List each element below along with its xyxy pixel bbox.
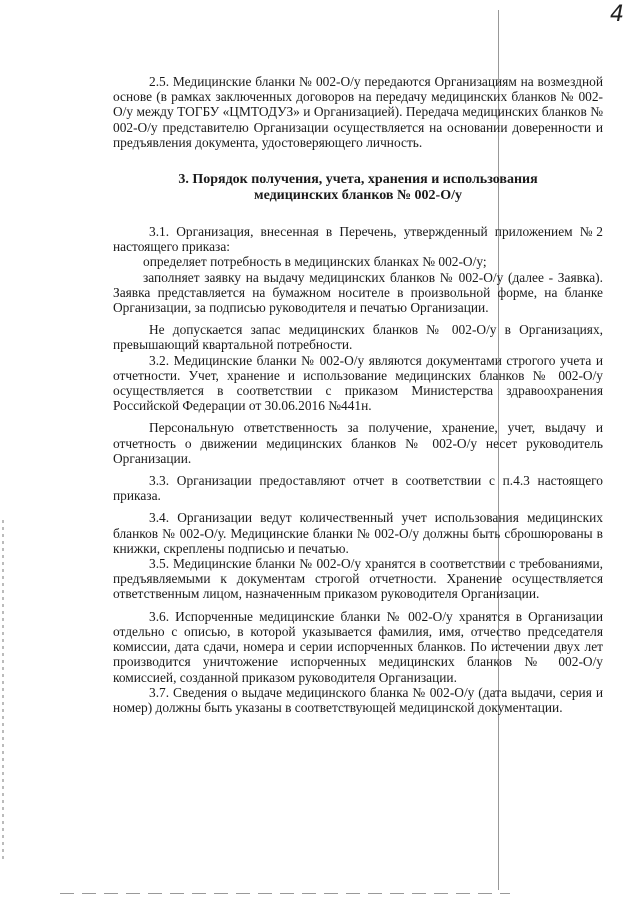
scan-edge-mark [2, 520, 4, 860]
page-number: 4 [610, 2, 624, 27]
paragraph-3-1-b: заполняет заявку на выдачу медицинских бланков № 002-О/у (далее - Заявка). Заявка представляется на бумажном носителе в произвольной форме, на бланке Организации, за подписью руководителя и печатью Организации. [113, 269, 603, 316]
paragraph-3-3: 3.3. Организации предоставляют отчет в соответствии с п.4.3 настоящего приказа. [113, 473, 603, 504]
paragraph-3-4: 3.4. Организации ведут количественный учет использования медицинских бланков № 002-О/у. Медицинские бланки № 002-О/у должны быть сброшюрованы в книжки, скреплены подписью и печатью. [113, 510, 603, 556]
paragraph-3-6: 3.6. Испорченные медицинские бланки № 002-О/у хранятся в Организации отдельно с описью, в которой указывается фамилия, имя, отчество председателя комиссии, дата сдачи, номера и серии испорченных бланков. По истечении двух лет производится уничтожение испорченных медицинских бланков № 002-О/у комиссией, созданной приказом руководителя Организации. [113, 608, 603, 685]
scan-bottom-mark [60, 893, 510, 894]
paragraph-3-1: 3.1. Организация, внесенная в Перечень, утвержденный приложением №2 настоящего приказа: [113, 224, 603, 255]
section-3-heading-line1: 3. Порядок получения, учета, хранения и использования [178, 172, 538, 188]
paragraph-3-5: 3.5. Медицинские бланки № 002-О/у хранятся в соответствии с требованиями, предъявляемыми к документам строгой отчетности. Хранение осуществляется ответственным лицом, назначенным приказом руководителя Организации. [113, 556, 603, 602]
section-3-heading [113, 172, 603, 204]
paragraph-3-2: 3.2. Медицинские бланки № 002-О/у являются документами строгого учета и отчетности. Учет, хранение и использование медицинских бланков № 002-О/у осуществляется в соответствии с приказом Министерства здравоохранения Российской Федерации от 30.06.2016 №441н. [113, 352, 603, 414]
paragraph-3-1-c: Не допускается запас медицинских бланков № 002-О/у в Организациях, превышающий квартальной потребности. [113, 322, 603, 353]
paragraph-3-1-a: определяет потребность в медицинских бланках № 002-О/у; [143, 254, 487, 270]
section-3-heading-line2: медицинских бланков № 002-О/у [254, 188, 462, 204]
document-body [113, 74, 603, 715]
paragraph-3-7: 3.7. Сведения о выдаче медицинского бланка № 002-О/у (дата выдачи, серия и номер) должны быть указаны в соответствующей медицинской документации. [113, 684, 603, 715]
paragraph-2-5: 2.5. Медицинские бланки № 002-О/у передаются Организациям на возмездной основе (в рамках заключенных договоров на передачу медицинских бланков № 002-О/у между ТОГБУ «ЦМТОДУЗ» и Организацией). Передача медицинских бланков № 002-О/у представителю Организации осуществляется на основании доверенности и предъявления документа, удостоверяющего личность. [113, 74, 603, 150]
paragraph-3-2-a: Персональную ответственность за получение, хранение, учет, выдачу и отчетность о движении медицинских бланков № 002-О/у несет руководитель Организации. [113, 420, 603, 466]
